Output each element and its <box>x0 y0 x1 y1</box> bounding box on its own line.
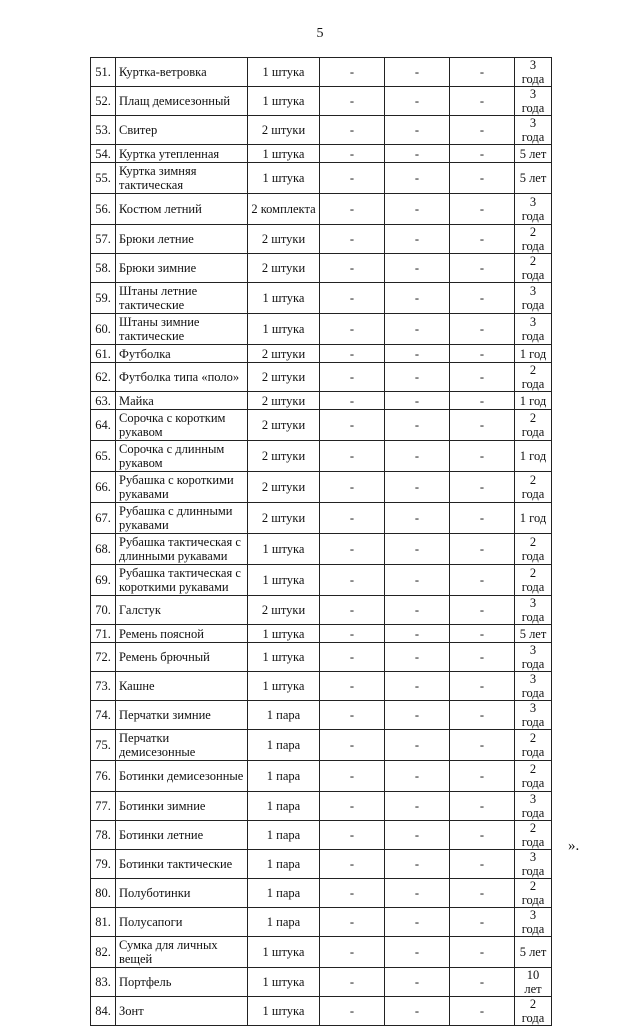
item-quantity: 1 штука <box>248 997 320 1026</box>
item-quantity: 1 пара <box>248 879 320 908</box>
item-quantity: 1 штука <box>248 58 320 87</box>
wear-term: 1 год <box>515 441 552 472</box>
item-quantity: 1 пара <box>248 792 320 821</box>
row-number: 63. <box>91 392 116 410</box>
wear-term: 2 года <box>515 472 552 503</box>
wear-term: 2 года <box>515 410 552 441</box>
table-row <box>91 314 552 345</box>
row-number: 60. <box>91 314 116 345</box>
item-quantity: 2 штуки <box>248 392 320 410</box>
wear-term: 2 года <box>515 821 552 850</box>
item-quantity: 2 штуки <box>248 254 320 283</box>
norm-cell-2: - <box>385 908 450 937</box>
row-number: 59. <box>91 283 116 314</box>
norm-cell-1: - <box>320 392 385 410</box>
table-row <box>91 937 552 968</box>
table-row <box>91 194 552 225</box>
item-quantity: 1 штука <box>248 87 320 116</box>
wear-term: 3 года <box>515 643 552 672</box>
item-name: Штаны летние тактические <box>116 283 248 314</box>
item-name: Ботинки демисезонные <box>116 761 248 792</box>
norm-cell-3: - <box>450 58 515 87</box>
table-row <box>91 87 552 116</box>
wear-term: 2 года <box>515 761 552 792</box>
row-number: 62. <box>91 363 116 392</box>
item-quantity: 2 штуки <box>248 596 320 625</box>
norm-cell-3: - <box>450 534 515 565</box>
wear-term: 3 года <box>515 701 552 730</box>
item-quantity: 2 комплекта <box>248 194 320 225</box>
item-name: Плащ демисезонный <box>116 87 248 116</box>
item-name: Брюки зимние <box>116 254 248 283</box>
item-quantity: 2 штуки <box>248 345 320 363</box>
norm-cell-1: - <box>320 472 385 503</box>
wear-term: 5 лет <box>515 937 552 968</box>
table-row <box>91 821 552 850</box>
norm-cell-3: - <box>450 596 515 625</box>
row-number: 72. <box>91 643 116 672</box>
norm-cell-1: - <box>320 879 385 908</box>
table-row <box>91 58 552 87</box>
norm-cell-3: - <box>450 730 515 761</box>
wear-term: 3 года <box>515 908 552 937</box>
table-row <box>91 254 552 283</box>
row-number: 51. <box>91 58 116 87</box>
item-name: Костюм летний <box>116 194 248 225</box>
item-quantity: 2 штуки <box>248 503 320 534</box>
norm-cell-1: - <box>320 850 385 879</box>
row-number: 82. <box>91 937 116 968</box>
item-quantity: 1 штука <box>248 283 320 314</box>
item-name: Рубашка тактическая с короткими рукавами <box>116 565 248 596</box>
norm-cell-3: - <box>450 116 515 145</box>
norm-cell-2: - <box>385 879 450 908</box>
row-number: 55. <box>91 163 116 194</box>
norm-cell-1: - <box>320 565 385 596</box>
wear-term: 2 года <box>515 534 552 565</box>
item-quantity: 1 пара <box>248 908 320 937</box>
table-row <box>91 441 552 472</box>
page-number: 5 <box>316 26 324 41</box>
item-quantity: 2 штуки <box>248 363 320 392</box>
norm-cell-1: - <box>320 821 385 850</box>
row-number: 64. <box>91 410 116 441</box>
row-number: 68. <box>91 534 116 565</box>
norm-cell-2: - <box>385 254 450 283</box>
item-name: Куртка-ветровка <box>116 58 248 87</box>
wear-term: 2 года <box>515 225 552 254</box>
table-row <box>91 116 552 145</box>
norm-cell-1: - <box>320 163 385 194</box>
row-number: 65. <box>91 441 116 472</box>
norm-cell-3: - <box>450 672 515 701</box>
norm-cell-2: - <box>385 283 450 314</box>
row-number: 79. <box>91 850 116 879</box>
norm-cell-1: - <box>320 534 385 565</box>
row-number: 73. <box>91 672 116 701</box>
row-number: 83. <box>91 968 116 997</box>
table-row <box>91 392 552 410</box>
table-row <box>91 503 552 534</box>
norm-cell-2: - <box>385 58 450 87</box>
table-row <box>91 345 552 363</box>
row-number: 53. <box>91 116 116 145</box>
item-quantity: 1 штука <box>248 643 320 672</box>
row-number: 69. <box>91 565 116 596</box>
norm-cell-3: - <box>450 643 515 672</box>
wear-term: 3 года <box>515 596 552 625</box>
item-name: Майка <box>116 392 248 410</box>
norm-cell-2: - <box>385 730 450 761</box>
row-number: 52. <box>91 87 116 116</box>
norm-cell-1: - <box>320 908 385 937</box>
wear-term: 2 года <box>515 730 552 761</box>
table-row <box>91 850 552 879</box>
norm-cell-3: - <box>450 503 515 534</box>
wear-term: 3 года <box>515 850 552 879</box>
table-row <box>91 792 552 821</box>
norm-cell-1: - <box>320 968 385 997</box>
norm-cell-2: - <box>385 761 450 792</box>
norm-cell-2: - <box>385 968 450 997</box>
norm-cell-2: - <box>385 534 450 565</box>
item-quantity: 1 пара <box>248 761 320 792</box>
norm-cell-1: - <box>320 625 385 643</box>
norm-cell-1: - <box>320 314 385 345</box>
wear-term: 3 года <box>515 672 552 701</box>
norm-cell-1: - <box>320 87 385 116</box>
item-quantity: 1 пара <box>248 850 320 879</box>
norm-cell-3: - <box>450 254 515 283</box>
item-name: Портфель <box>116 968 248 997</box>
norm-cell-2: - <box>385 997 450 1026</box>
norm-cell-3: - <box>450 565 515 596</box>
norm-cell-1: - <box>320 116 385 145</box>
row-number: 66. <box>91 472 116 503</box>
item-quantity: 1 штука <box>248 534 320 565</box>
norm-cell-2: - <box>385 87 450 116</box>
row-number: 70. <box>91 596 116 625</box>
wear-term: 2 года <box>515 997 552 1026</box>
norm-cell-3: - <box>450 345 515 363</box>
norm-cell-1: - <box>320 503 385 534</box>
norm-cell-3: - <box>450 997 515 1026</box>
item-name: Свитер <box>116 116 248 145</box>
item-quantity: 2 штуки <box>248 472 320 503</box>
norm-cell-2: - <box>385 116 450 145</box>
table-row <box>91 968 552 997</box>
norm-cell-3: - <box>450 879 515 908</box>
norm-cell-2: - <box>385 565 450 596</box>
item-name: Сорочка с коротким рукавом <box>116 410 248 441</box>
norm-cell-3: - <box>450 163 515 194</box>
norm-cell-3: - <box>450 761 515 792</box>
norm-cell-1: - <box>320 58 385 87</box>
norm-cell-3: - <box>450 908 515 937</box>
norm-cell-2: - <box>385 472 450 503</box>
norm-cell-1: - <box>320 410 385 441</box>
item-name: Брюки летние <box>116 225 248 254</box>
item-name: Полусапоги <box>116 908 248 937</box>
item-name: Полуботинки <box>116 879 248 908</box>
norm-cell-2: - <box>385 441 450 472</box>
norm-cell-2: - <box>385 625 450 643</box>
norm-cell-2: - <box>385 792 450 821</box>
wear-term: 5 лет <box>515 145 552 163</box>
norm-cell-1: - <box>320 761 385 792</box>
norm-cell-3: - <box>450 792 515 821</box>
norm-cell-3: - <box>450 225 515 254</box>
row-number: 57. <box>91 225 116 254</box>
item-name: Ботинки летние <box>116 821 248 850</box>
wear-term: 10 лет <box>515 968 552 997</box>
item-name: Перчатки зимние <box>116 701 248 730</box>
norm-cell-2: - <box>385 850 450 879</box>
norm-cell-1: - <box>320 937 385 968</box>
norm-cell-1: - <box>320 283 385 314</box>
norm-cell-1: - <box>320 363 385 392</box>
row-number: 76. <box>91 761 116 792</box>
item-quantity: 1 штука <box>248 314 320 345</box>
row-number: 61. <box>91 345 116 363</box>
item-name: Ботинки тактические <box>116 850 248 879</box>
row-number: 67. <box>91 503 116 534</box>
table-row <box>91 163 552 194</box>
norm-cell-1: - <box>320 145 385 163</box>
wear-term: 3 года <box>515 87 552 116</box>
item-quantity: 2 штуки <box>248 410 320 441</box>
norm-cell-3: - <box>450 441 515 472</box>
wear-term: 5 лет <box>515 625 552 643</box>
row-number: 75. <box>91 730 116 761</box>
norm-cell-1: - <box>320 701 385 730</box>
norm-cell-3: - <box>450 363 515 392</box>
norm-cell-2: - <box>385 145 450 163</box>
item-name: Штаны зимние тактические <box>116 314 248 345</box>
norm-cell-2: - <box>385 163 450 194</box>
item-quantity: 1 штука <box>248 163 320 194</box>
item-name: Кашне <box>116 672 248 701</box>
norm-cell-2: - <box>385 643 450 672</box>
table-row <box>91 472 552 503</box>
table-row <box>91 363 552 392</box>
norm-cell-2: - <box>385 503 450 534</box>
item-quantity: 1 пара <box>248 701 320 730</box>
norm-cell-2: - <box>385 821 450 850</box>
table-row <box>91 565 552 596</box>
row-number: 84. <box>91 997 116 1026</box>
norm-cell-3: - <box>450 472 515 503</box>
item-name: Ботинки зимние <box>116 792 248 821</box>
norm-cell-3: - <box>450 145 515 163</box>
norm-cell-3: - <box>450 937 515 968</box>
item-name: Зонт <box>116 997 248 1026</box>
item-quantity: 1 пара <box>248 730 320 761</box>
item-name: Куртка утепленная <box>116 145 248 163</box>
table-row <box>91 534 552 565</box>
norm-cell-3: - <box>450 410 515 441</box>
norm-cell-3: - <box>450 625 515 643</box>
table-row <box>91 283 552 314</box>
norm-cell-2: - <box>385 596 450 625</box>
wear-term: 2 года <box>515 254 552 283</box>
norm-cell-3: - <box>450 392 515 410</box>
wear-term: 3 года <box>515 58 552 87</box>
closing-quote-mark: ». <box>568 838 580 854</box>
wear-term: 5 лет <box>515 163 552 194</box>
item-quantity: 1 штука <box>248 625 320 643</box>
wear-term: 2 года <box>515 363 552 392</box>
item-quantity: 1 штука <box>248 937 320 968</box>
wear-term: 3 года <box>515 283 552 314</box>
wear-term: 1 год <box>515 345 552 363</box>
norm-cell-3: - <box>450 87 515 116</box>
row-number: 77. <box>91 792 116 821</box>
row-number: 80. <box>91 879 116 908</box>
norm-cell-3: - <box>450 968 515 997</box>
table-row <box>91 761 552 792</box>
table-row <box>91 730 552 761</box>
norm-cell-3: - <box>450 821 515 850</box>
table-row <box>91 596 552 625</box>
norm-cell-2: - <box>385 410 450 441</box>
norm-cell-2: - <box>385 701 450 730</box>
norm-cell-2: - <box>385 225 450 254</box>
item-name: Перчатки демисезонные <box>116 730 248 761</box>
norm-cell-2: - <box>385 314 450 345</box>
item-quantity: 1 штука <box>248 565 320 596</box>
norm-cell-3: - <box>450 850 515 879</box>
row-number: 71. <box>91 625 116 643</box>
norm-cell-2: - <box>385 363 450 392</box>
row-number: 78. <box>91 821 116 850</box>
item-name: Куртка зимняя тактическая <box>116 163 248 194</box>
norm-cell-3: - <box>450 283 515 314</box>
wear-term: 3 года <box>515 792 552 821</box>
norm-cell-1: - <box>320 596 385 625</box>
norm-cell-2: - <box>385 672 450 701</box>
norm-cell-1: - <box>320 254 385 283</box>
row-number: 74. <box>91 701 116 730</box>
item-quantity: 1 пара <box>248 821 320 850</box>
item-quantity: 1 штука <box>248 672 320 701</box>
item-quantity: 1 штука <box>248 145 320 163</box>
item-quantity: 2 штуки <box>248 225 320 254</box>
item-name: Футболка <box>116 345 248 363</box>
table-row <box>91 625 552 643</box>
norm-cell-2: - <box>385 392 450 410</box>
item-quantity: 2 штуки <box>248 441 320 472</box>
wear-term: 3 года <box>515 314 552 345</box>
norm-cell-2: - <box>385 937 450 968</box>
table-row <box>91 997 552 1026</box>
norm-cell-1: - <box>320 730 385 761</box>
norm-cell-1: - <box>320 345 385 363</box>
item-name: Рубашка тактическая с длинными рукавами <box>116 534 248 565</box>
item-name: Сумка для личных вещей <box>116 937 248 968</box>
table-row <box>91 908 552 937</box>
clothing-norms-table <box>90 57 552 1026</box>
wear-term: 1 год <box>515 392 552 410</box>
norm-cell-1: - <box>320 997 385 1026</box>
row-number: 81. <box>91 908 116 937</box>
norm-cell-1: - <box>320 441 385 472</box>
table-row <box>91 225 552 254</box>
table-row <box>91 643 552 672</box>
row-number: 56. <box>91 194 116 225</box>
norm-cell-2: - <box>385 194 450 225</box>
item-name: Ремень поясной <box>116 625 248 643</box>
item-name: Футболка типа «поло» <box>116 363 248 392</box>
item-name: Ремень брючный <box>116 643 248 672</box>
table-row <box>91 145 552 163</box>
item-name: Галстук <box>116 596 248 625</box>
row-number: 58. <box>91 254 116 283</box>
wear-term: 1 год <box>515 503 552 534</box>
item-name: Сорочка с длинным рукавом <box>116 441 248 472</box>
wear-term: 2 года <box>515 879 552 908</box>
item-quantity: 1 штука <box>248 968 320 997</box>
wear-term: 3 года <box>515 116 552 145</box>
item-name: Рубашка с длинными рукавами <box>116 503 248 534</box>
norm-cell-3: - <box>450 314 515 345</box>
table-row <box>91 672 552 701</box>
norm-cell-3: - <box>450 194 515 225</box>
norm-cell-1: - <box>320 225 385 254</box>
norm-cell-2: - <box>385 345 450 363</box>
norm-cell-1: - <box>320 672 385 701</box>
wear-term: 3 года <box>515 194 552 225</box>
wear-term: 2 года <box>515 565 552 596</box>
item-quantity: 2 штуки <box>248 116 320 145</box>
row-number: 54. <box>91 145 116 163</box>
table-row <box>91 410 552 441</box>
norm-cell-3: - <box>450 701 515 730</box>
item-name: Рубашка с короткими рукавами <box>116 472 248 503</box>
table-row <box>91 879 552 908</box>
norm-cell-1: - <box>320 194 385 225</box>
table-row <box>91 701 552 730</box>
norm-cell-1: - <box>320 792 385 821</box>
norm-cell-1: - <box>320 643 385 672</box>
